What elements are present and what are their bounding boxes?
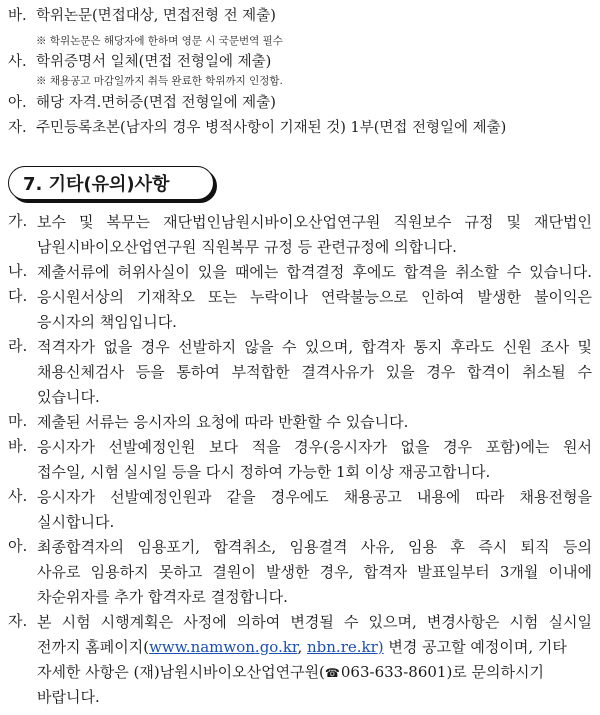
item-label: 사. bbox=[8, 487, 28, 505]
item-line: 적격자가 없을 경우 선발하지 않을 수 있으며, 합격자 통지 후라도 신원 조사 및 bbox=[37, 338, 592, 356]
item-label: 바. bbox=[8, 437, 28, 455]
item-label: 자. bbox=[8, 612, 28, 630]
item-line bbox=[37, 635, 592, 660]
phone-number: 063-633-8601)로 문의하시기 bbox=[340, 663, 545, 681]
item-label: 다. bbox=[8, 287, 28, 305]
nbn-link[interactable]: nbn.re.kr) bbox=[307, 638, 384, 656]
item-line: 응시자의 책임입니다. bbox=[37, 313, 177, 331]
item-label: 사. bbox=[8, 54, 27, 70]
item-line: 실시합니다. bbox=[37, 513, 115, 531]
item-line: 채용신체검사 등을 통하여 부적합한 결격사유가 있을 경우 합격이 취소될 수 bbox=[37, 363, 592, 381]
item-text: 해당 자격.면허증(면접 전형일에 제출) bbox=[36, 95, 276, 111]
item-line: 응시원서상의 기재착오 또는 누락이나 연락불능으로 인하여 발생한 불이익은 bbox=[37, 288, 592, 306]
item-text: 주민등록초본(남자의 경우 병적사항이 기재된 것) 1부(면접 전형일에 제출) bbox=[36, 120, 507, 136]
item-label: 나. bbox=[8, 262, 28, 280]
separator: , bbox=[297, 638, 307, 656]
item-line: 사유로 임용하지 못하고 결원이 발생한 경우, 합격자 발표일부터 3개월 이내에 bbox=[37, 563, 592, 581]
item-line: 차순위자를 추가 합격자로 결정합니다. bbox=[37, 588, 288, 606]
note-text: ※ 학위논문은 해당자에 한하며 영문 시 국문번역 필수 bbox=[36, 35, 283, 47]
item-line: 제출된 서류는 응시자의 요청에 따라 반환할 수 있습니다. bbox=[37, 413, 409, 431]
item-line: 보수 및 복무는 재단법인남원시바이오산업연구원 직원보수 규정 및 재단법인 bbox=[37, 213, 592, 231]
note-text: ※ 채용공고 마감일까지 취득 완료한 학위까지 인정함. bbox=[36, 75, 283, 87]
list-item bbox=[8, 52, 592, 72]
item-line bbox=[37, 660, 592, 685]
item-line: 있습니다. bbox=[37, 388, 100, 406]
item-line: 최종합격자의 임용포기, 합격취소, 임용결격 사유, 임용 후 즉시 퇴직 등의 bbox=[37, 538, 592, 556]
item-text: 학위증명서 일체(면접 전형일에 제출) bbox=[36, 54, 272, 70]
item-label: 아. bbox=[8, 537, 28, 555]
list-item bbox=[8, 93, 592, 113]
phone-icon: ☎ bbox=[324, 666, 340, 680]
item-label: 마. bbox=[8, 412, 28, 430]
list-item bbox=[8, 6, 592, 26]
item-label: 바. bbox=[8, 8, 27, 24]
item-line: 제출서류에 허위사실이 있을 때에는 합격결정 후에도 합격을 취소할 수 있습니다. bbox=[37, 263, 592, 281]
item-line: 바랍니다. bbox=[37, 688, 100, 706]
item-label: 아. bbox=[8, 95, 27, 111]
item-line: 접수일, 시험 실시일 등을 다시 정하여 가능한 1회 이상 재공고합니다. bbox=[37, 463, 491, 481]
section-heading: 7. 기타(유의)사항 bbox=[8, 166, 214, 200]
namwon-link[interactable]: www.namwon.go.kr bbox=[149, 638, 298, 656]
item-label: 가. bbox=[8, 212, 28, 230]
list-item bbox=[8, 118, 592, 138]
item-line: 응시자가 선발예정인원과 같을 경우에도 채용공고 내용에 따라 채용전형을 bbox=[37, 488, 592, 506]
line-text: 자세한 사항은 (재)남원시바이오산업연구원( bbox=[37, 663, 325, 681]
line-text: 전까지 홈페이지( bbox=[37, 638, 150, 656]
item-text: 학위논문(면접대상, 면접전형 전 제출) bbox=[36, 8, 276, 24]
item-line: 응시자가 선발예정인원 보다 적을 경우(응시자가 없을 경우 포함)에는 원서 bbox=[37, 438, 592, 456]
item-line: 본 시험 시행계획은 사정에 의하여 변경될 수 있으며, 변경사항은 시험 실시일 bbox=[37, 613, 592, 631]
line-text: 변경 공고할 예정이며, 기타 bbox=[383, 638, 567, 656]
item-label: 라. bbox=[8, 337, 28, 355]
item-line: 남원시바이오산업연구원 직원복무 규정 등 관련규정에 의합니다. bbox=[37, 238, 457, 256]
item-label: 자. bbox=[8, 120, 27, 136]
